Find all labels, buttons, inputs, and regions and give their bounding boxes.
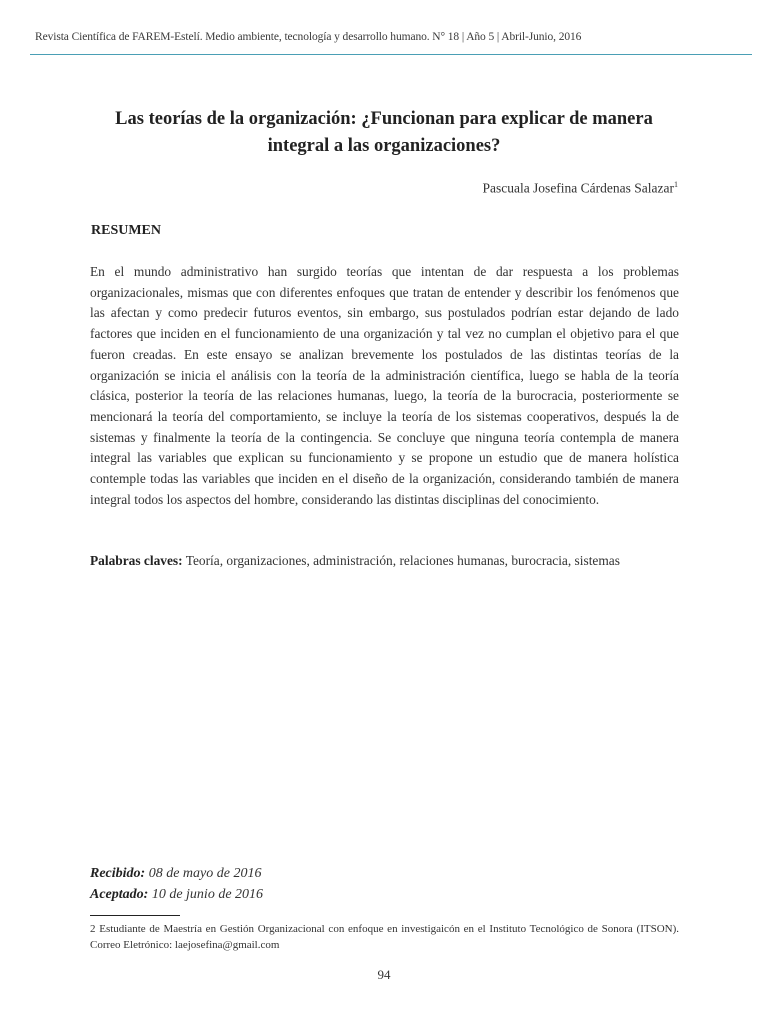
keywords-text: Teoría, organizaciones, administración, relaciones humanas, burocracia, sistemas bbox=[182, 553, 620, 568]
abstract-paragraph: En el mundo administrativo han surgido teorías que intentan de dar respuesta a los problemas organizacionales, mismas que con diferentes enfoques que tratan de entender y describir los fenómenos que las afectan y como predecir futuros eventos, sin embargo, sus postulados podrían estar dejando de lado factores que inciden en el funcionamiento de una organización y tal vez no cumplan el objetivo para el que fueron creadas. En este ensayo se analizan brevemente los postulados de las distintas teorías de la organización se inicia el análisis con la teoría de la administración científica, luego se habla de la teoría clásica, posterior la teoría de las relaciones humanas, luego, la teoría de la burocracia, posteriormente se mencionará la teoría del comportamiento, se incluye la teoría de los sistemas cooperativos, después la de sistemas y finalmente la teoría de la contingencia. Se concluye que ninguna teoría contempla de manera integral las variables que explican su funcionamiento y se propone un estudio que de manera holística contemple todas las variables que inciden en el diseño de la organización, considerando también de manera integral todos los aspectos del hombre, considerando las distintas disciplinas del conocimiento. bbox=[90, 264, 679, 507]
footnote: 2 Estudiante de Maestría en Gestión Organizacional con enfoque en investigaicón en el Instituto Tecnológico de Sonora (ITSON). Correo Eletrónico: laejosefina@gmail.com bbox=[90, 923, 679, 951]
title-line-1: Las teorías de la organización: ¿Funcionan para explicar de manera bbox=[115, 109, 653, 129]
author-name bbox=[482, 180, 678, 197]
section-heading-resumen: RESUMEN bbox=[91, 223, 162, 238]
received-value: 08 de mayo de 2016 bbox=[145, 866, 262, 881]
author-footnote-mark: 1 bbox=[674, 180, 678, 189]
page-number: 94 bbox=[377, 967, 391, 982]
received-date bbox=[90, 863, 263, 884]
journal-header: Revista Científica de FAREM-Estelí. Medio ambiente, tecnología y desarrollo humano. N° 18 | Año 5 | Abril-Junio, 2016 bbox=[35, 31, 582, 43]
accepted-date bbox=[90, 884, 263, 905]
header-divider bbox=[30, 54, 752, 55]
author-name-text: Pascuala Josefina Cárdenas Salazar bbox=[482, 180, 674, 196]
received-label: Recibido: bbox=[90, 866, 146, 881]
accepted-value: 10 de junio de 2016 bbox=[148, 887, 264, 902]
submission-dates bbox=[90, 863, 263, 905]
footnote-divider bbox=[90, 915, 180, 916]
accepted-label: Aceptado: bbox=[90, 887, 149, 902]
title-line-2: integral a las organizaciones? bbox=[267, 136, 501, 156]
keywords-line bbox=[90, 553, 690, 569]
keywords-label: Palabras claves: bbox=[90, 553, 183, 568]
article-title bbox=[80, 106, 688, 160]
